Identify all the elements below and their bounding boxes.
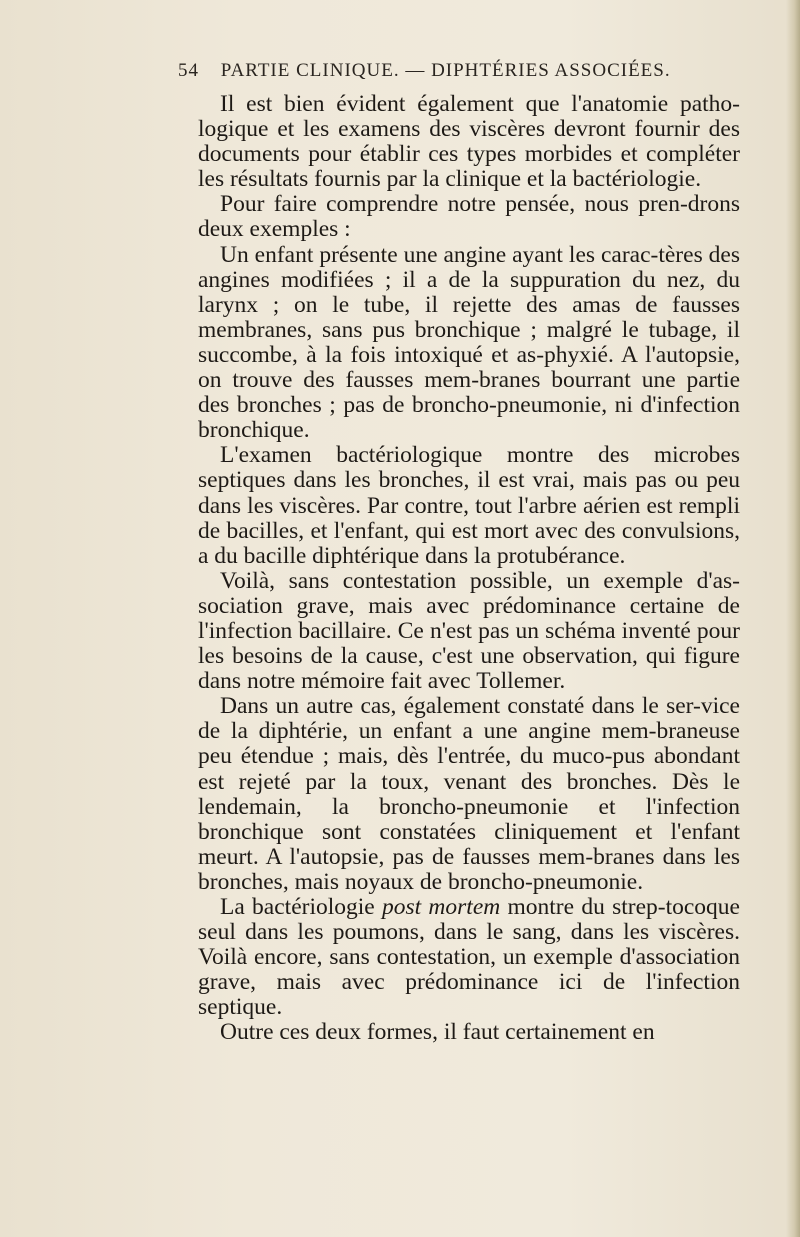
paragraph-7-rest: montre du strep-tocoque seul dans les poumons, dans le sang, dans les viscères. Voilà encore, sans contestation, un exemple d'association grave, mais avec prédominance ici de l'infection septique. — [198, 894, 740, 1021]
paragraph-7-start: La bactériologie — [220, 894, 382, 920]
page-edge-shadow — [786, 0, 800, 1237]
body-text — [198, 92, 740, 1046]
running-title: PARTIE CLINIQUE. — DIPHTÉRIES ASSOCIÉES. — [220, 60, 671, 81]
paragraph-7 — [198, 895, 740, 1020]
page-number: 54 — [178, 60, 199, 81]
running-header — [178, 60, 738, 82]
paragraph-4: L'examen bactériologique montre des microbes septiques dans les bronches, il est vrai, mais pas ou peu dans les viscères. Par contre, tout l'arbre aérien est rempli de bacilles, et l'enfant, qui est mort avec des convulsions, a du bacille diphtérique dans la protubérance. — [198, 442, 740, 569]
paragraph-6: Dans un autre cas, également constaté dans le ser-vice de la diphtérie, un enfant a une angine mem-braneuse peu étendue ; mais, dès l'entrée, du muco-pus abondant est rejeté par la toux, venant des bronches. Dès le lendemain, la broncho-pneumonie et l'infection bronchique sont constatées cliniquement et l'enfant meurt. A l'autopsie, pas de fausses mem-branes dans les bronches, mais noyaux de broncho-pneumonie. — [198, 693, 740, 895]
paragraph-1: Il est bien évident également que l'anatomie patho-logique et les examens des viscères devront fournir des documents pour établir ces types morbides et compléter les résultats fournis par la clinique et la bactériologie. — [198, 91, 740, 193]
paragraph-8: Outre ces deux formes, il faut certainement en — [220, 1019, 655, 1046]
paragraph-5: Voilà, sans contestation possible, un exemple d'as-sociation grave, mais avec prédominance certaine de l'infection bacillaire. Ce n'est pas un schéma inventé pour les besoins de la cause, c'est une observation, qui figure dans notre mémoire fait avec Tollemer. — [198, 567, 740, 695]
italic-phrase: post mortem — [381, 894, 501, 920]
paragraph-2: Pour faire comprendre notre pensée, nous pren-drons deux exemples : — [198, 191, 740, 243]
paragraph-3: Un enfant présente une angine ayant les carac-tères des angines modifiées ; il a de la suppuration du nez, du larynx ; on le tube, il rejette des amas de fausses membranes, sans pus bronchique ; malgré le tubage, il succombe, à la fois intoxiqué et as-phyxié. A l'autopsie, on trouve des fausses mem-branes bourrant une partie des bronches ; pas de broncho-pneumonie, ni d'infection bronchique. — [198, 241, 740, 444]
